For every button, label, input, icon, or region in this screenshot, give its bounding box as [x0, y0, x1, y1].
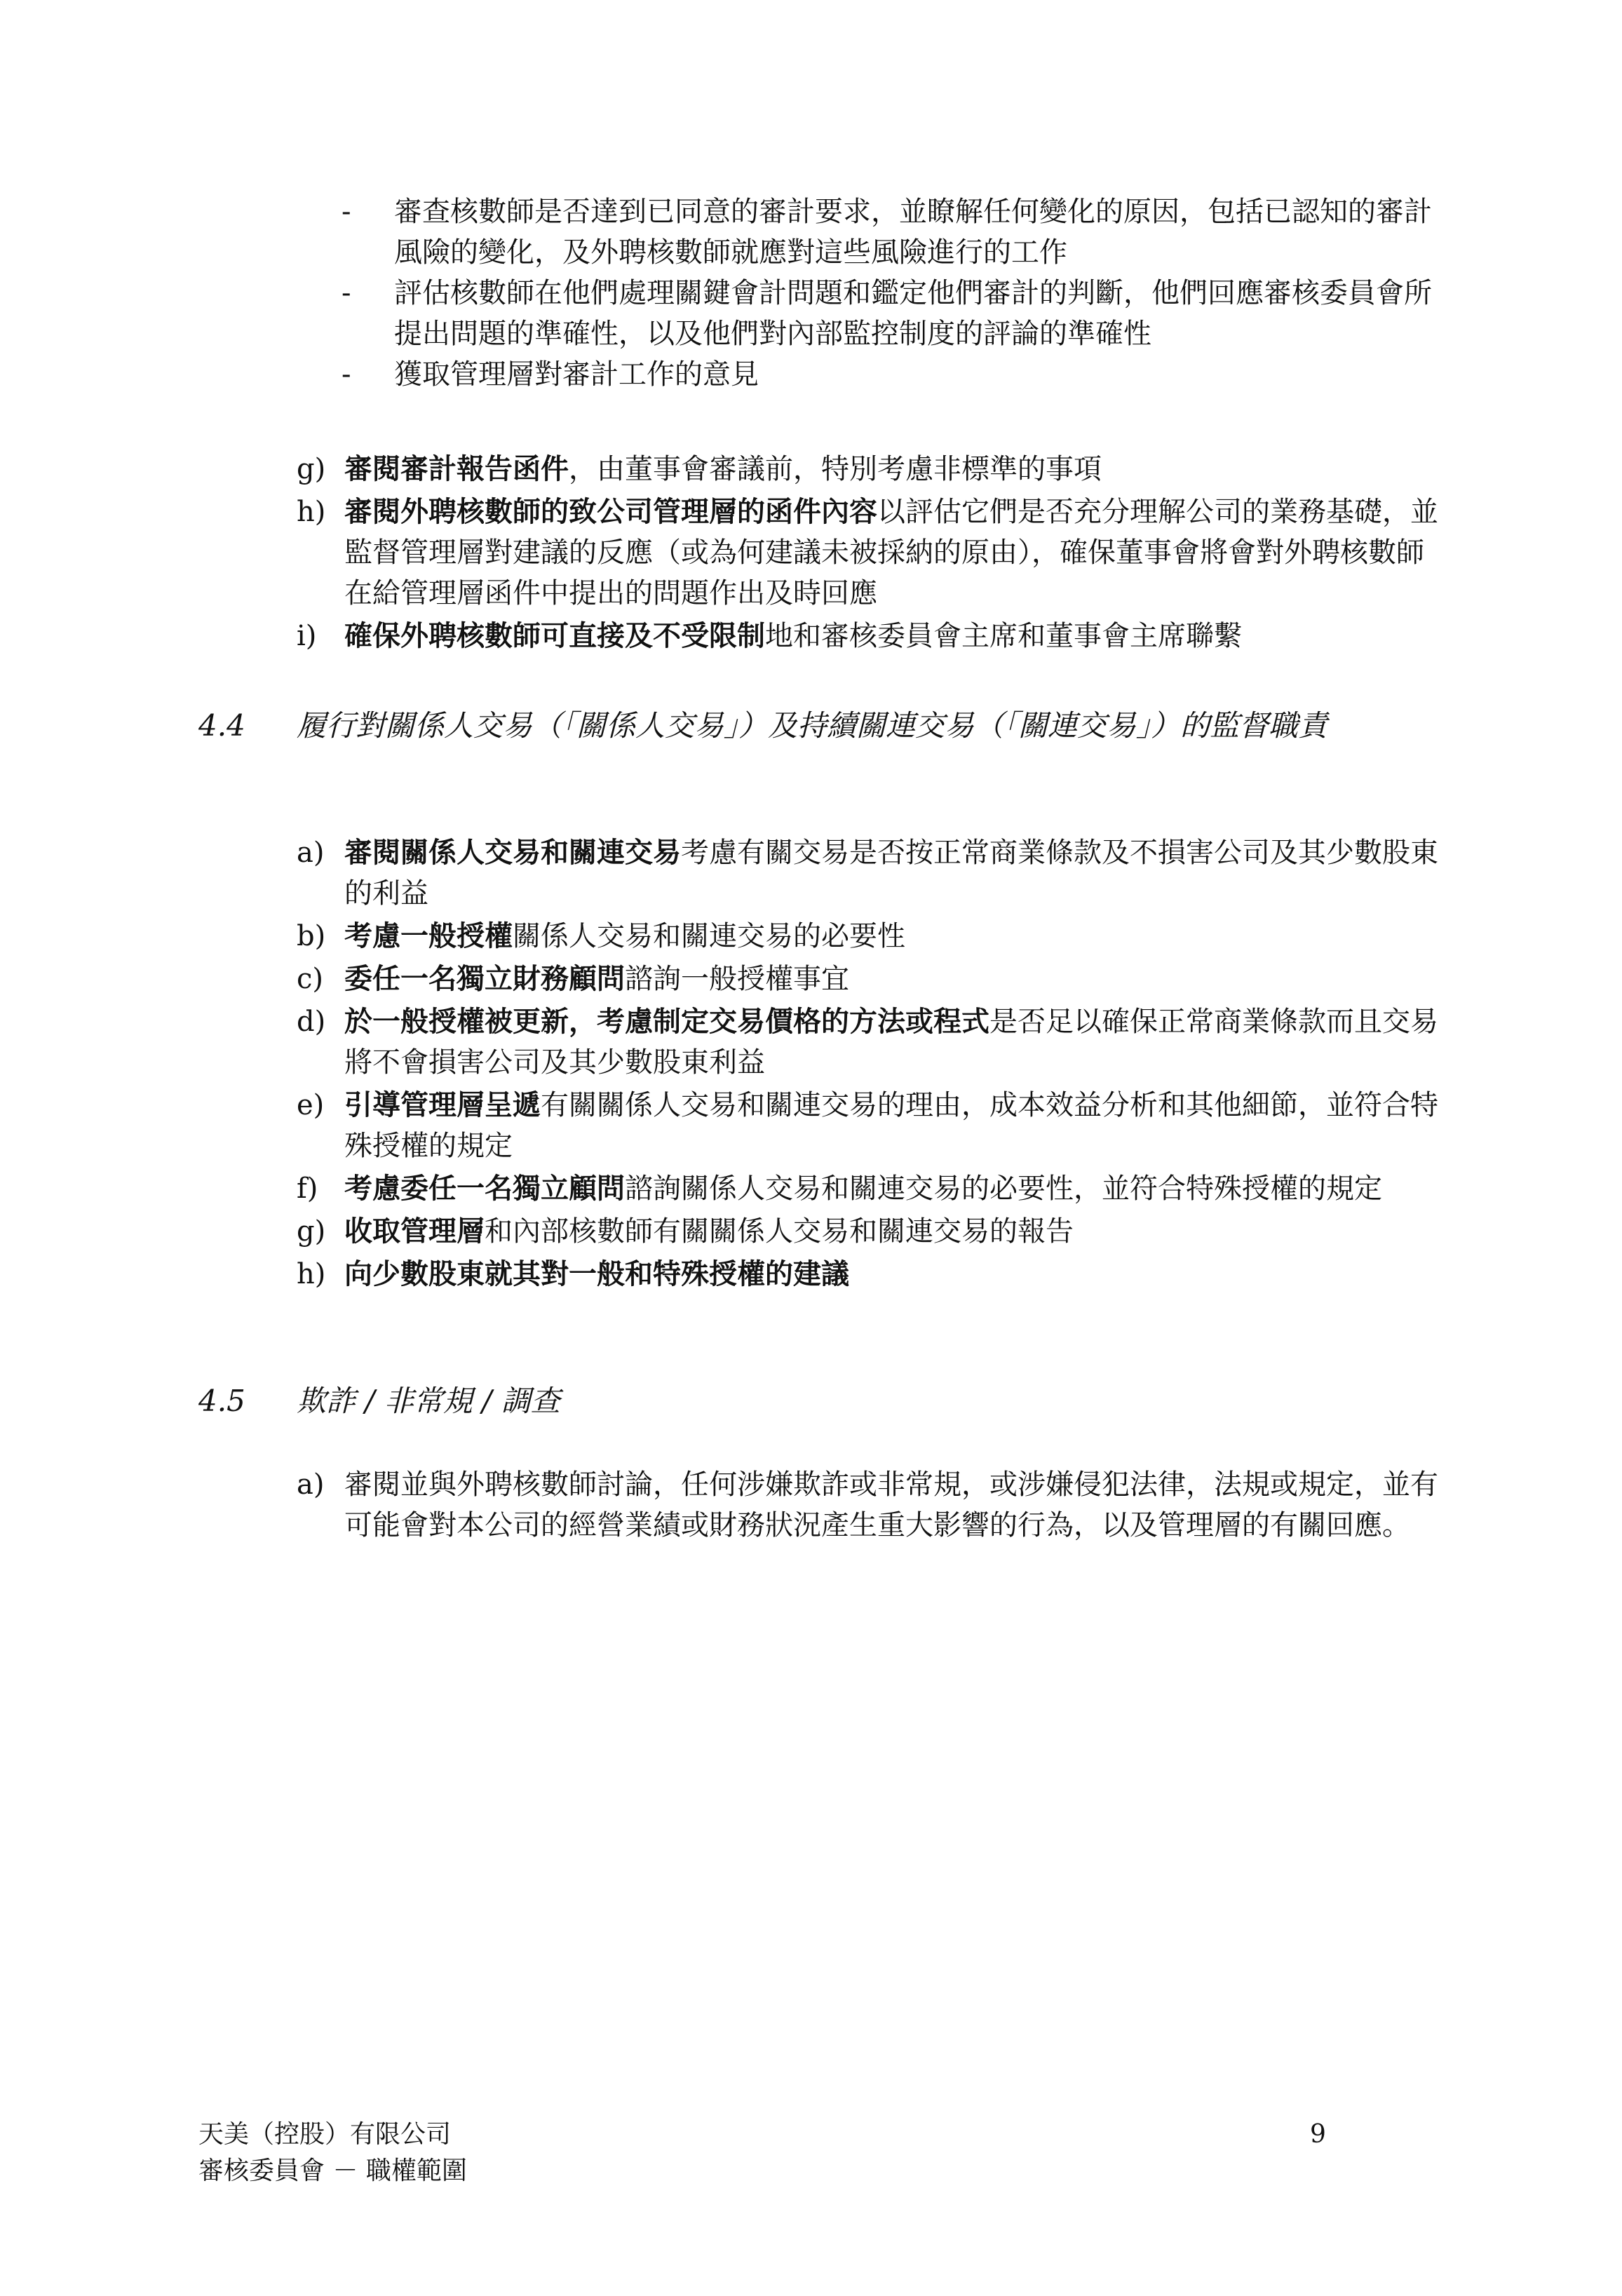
list-item-bold: 委任一名獨立財務顧問 [344, 963, 625, 995]
dash-bullet: - [342, 277, 351, 309]
list-item-text [344, 492, 1447, 614]
list-marker: g) [297, 1215, 326, 1248]
section-heading-4-4 [198, 705, 1447, 747]
list-marker: h) [297, 496, 326, 528]
related-transactions-list [297, 832, 1447, 1297]
list-item [297, 1211, 1447, 1252]
list-item-text [344, 1464, 1447, 1546]
list-item-bold: 審閱外聘核數師的致公司管理層的函件內容 [344, 496, 877, 528]
list-marker: g) [297, 453, 326, 485]
footer-company-name: 天美（控股）有限公司 [198, 2120, 452, 2149]
list-item-text [344, 832, 1447, 914]
list-item-bold: 引導管理層呈遞 [344, 1089, 541, 1121]
list-item [342, 273, 1442, 354]
page-footer [198, 2116, 467, 2189]
list-item [342, 354, 1442, 395]
list-item-text [344, 959, 1447, 999]
list-item-bold: 確保外聘核數師可直接及不受限制 [344, 620, 765, 652]
list-item [297, 492, 1447, 614]
list-item-text: 審查核數師是否達到已同意的審計要求，並瞭解任何變化的原因，包括已認知的審計風險的變化，及外聘核數師就應對這些風險進行的工作 [394, 196, 1432, 269]
list-item-body: 關係人交易和關連交易的必要性 [513, 920, 905, 952]
list-item-text: 評估核數師在他們處理關鍵會計問題和鑑定他們審計的判斷，他們回應審核委員會所提出問題的準確性，以及他們對內部監控制度的評論的準確性 [394, 277, 1432, 350]
list-item [297, 1464, 1447, 1546]
list-item-bold: 審閱關係人交易和關連交易 [344, 837, 681, 869]
list-item [297, 449, 1447, 489]
list-item-text [344, 916, 1447, 957]
list-item-text [344, 1085, 1447, 1166]
list-item-text: 獲取管理層對審計工作的意見 [394, 358, 759, 391]
list-marker: e) [297, 1089, 325, 1121]
list-item-body: 審閱並與外聘核數師討論，任何涉嫌欺詐或非常規，或涉嫌侵犯法律，法規或規定，並有可能會對本公司的經營業績或財務狀況產生重大影響的行為，以及管理層的有關回應。 [344, 1468, 1438, 1541]
list-marker: f) [297, 1173, 318, 1205]
list-item [342, 191, 1442, 273]
section-title: 履行對關係人交易（「關係人交易」）及持續關連交易（「關連交易」）的監督職責 [297, 708, 1328, 743]
list-item-body: 有關關係人交易和關連交易的理由，成本效益分析和其他細節，並符合特殊授權的規定 [344, 1089, 1438, 1162]
list-marker: b) [297, 920, 326, 952]
list-item-body: 諮詢關係人交易和關連交易的必要性，並符合特殊授權的規定 [625, 1173, 1382, 1205]
list-item-body: 和內部核數師有關關係人交易和關連交易的報告 [485, 1215, 1074, 1248]
list-item-body: 以評估它們是否充分理解公司的業務基礎，並監督管理層對建議的反應（或為何建議未被採納的原由），確保董事會將會對外聘核數師在給管理層函件中提出的問題作出及時回應 [344, 496, 1438, 609]
list-marker: h) [297, 1258, 326, 1290]
list-item-body: 考慮有關交易是否按正常商業條款及不損害公司及其少數股東的利益 [344, 837, 1438, 910]
list-item [297, 916, 1447, 957]
section-number: 4.5 [198, 1384, 245, 1418]
list-item-text [344, 1168, 1447, 1209]
list-item [297, 1085, 1447, 1166]
list-marker: a) [297, 837, 325, 869]
list-item-bold: 於一般授權被更新，考慮制定交易價格的方法或程式 [344, 1006, 989, 1038]
list-item-text [344, 449, 1447, 489]
dash-bullet: - [342, 358, 351, 391]
list-marker: i) [297, 620, 317, 652]
list-marker: d) [297, 1006, 326, 1038]
list-item [297, 959, 1447, 999]
audit-review-dash-list [342, 191, 1442, 395]
section-title: 欺詐 / 非常規 / 調查 [297, 1384, 560, 1418]
page-number: 9 [1310, 2120, 1326, 2149]
list-item-body: ，由董事會審議前，特別考慮非標準的事項 [569, 453, 1102, 485]
fraud-investigation-list [297, 1464, 1447, 1548]
list-marker: a) [297, 1468, 325, 1501]
list-item [297, 1254, 1447, 1295]
list-item-body: 諮詢一般授權事宜 [625, 963, 849, 995]
list-item [297, 616, 1447, 656]
section-heading-4-5 [198, 1380, 1447, 1422]
list-item-text [344, 616, 1447, 656]
list-item-bold: 向少數股東就其對一般和特殊授權的建議 [344, 1258, 849, 1290]
footer-document-title: 審核委員會 － 職權範圍 [198, 2156, 467, 2185]
list-item-bold: 審閱審計報告函件 [344, 453, 569, 485]
audit-review-lettered-list [297, 449, 1447, 659]
dash-bullet: - [342, 196, 351, 228]
list-item [297, 1168, 1447, 1209]
list-item-text [344, 1001, 1447, 1083]
list-item-text [344, 1211, 1447, 1252]
list-item-bold: 收取管理層 [344, 1215, 485, 1248]
list-item-text [344, 1254, 1447, 1295]
list-item [297, 832, 1447, 914]
list-item-bold: 考慮一般授權 [344, 920, 513, 952]
list-item-body: 地和審核委員會主席和董事會主席聯繫 [765, 620, 1242, 652]
list-item-bold: 考慮委任一名獨立顧問 [344, 1173, 625, 1205]
list-marker: c) [297, 963, 324, 995]
list-item-body: 是否足以確保正常商業條款而且交易將不會損害公司及其少數股東利益 [344, 1006, 1438, 1079]
list-item [297, 1001, 1447, 1083]
section-number: 4.4 [198, 708, 245, 743]
